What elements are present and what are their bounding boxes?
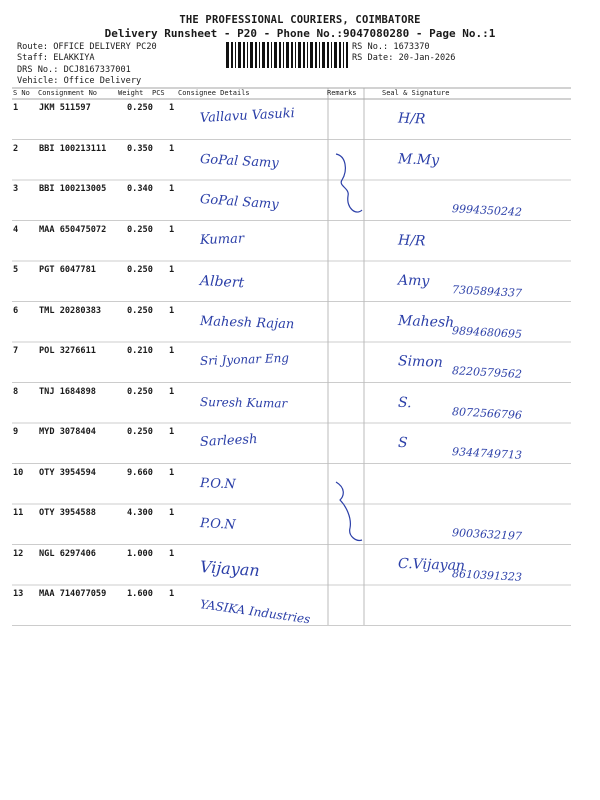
recipient-phone: 9344749713: [451, 445, 523, 462]
remarks-bracket-mark: [328, 150, 368, 220]
recipient-signature: Mahesh: [397, 312, 455, 331]
consignment-number: MYD 3078404: [39, 427, 96, 437]
consignment-number: MAA 714077059: [39, 589, 107, 599]
staff-label: Staff: ELAKKIYA: [17, 53, 95, 63]
consignee-name: GoPal Samy: [199, 151, 280, 171]
pieces-count: 1: [169, 184, 175, 194]
recipient-phone: 8072566796: [451, 404, 523, 422]
weight-value: 0.250: [127, 427, 153, 437]
consignment-number: JKM 511597: [39, 103, 91, 113]
consignee-name: Sri Jyonar Eng: [199, 350, 290, 368]
consignee-name: P.O.N: [199, 475, 236, 492]
consignment-number: BBI 100213005: [39, 184, 107, 194]
recipient-signature: C.Vijayan: [397, 555, 466, 574]
pieces-count: 1: [169, 589, 175, 599]
consignment-number: TNJ 1684898: [39, 386, 96, 397]
weight-value: 9.660: [127, 467, 153, 478]
pieces-count: 1: [169, 224, 175, 235]
recipient-phone: 8610391323: [451, 566, 523, 584]
consignment-number: PGT 6047781: [39, 265, 96, 275]
pieces-count: 1: [169, 427, 175, 437]
recipient-signature: M.My: [397, 150, 440, 169]
recipient-phone: 8220579562: [451, 364, 523, 381]
recipient-signature: H/R: [397, 232, 426, 249]
col-header-seal: Seal & Signature: [382, 89, 450, 97]
consignee-name: Vijayan: [199, 556, 261, 580]
consignment-number: OTY 3954594: [39, 467, 96, 478]
row-serial-number: 2: [13, 143, 19, 154]
company-name: THE PROFESSIONAL COURIERS, COIMBATORE: [179, 14, 421, 26]
recipient-phone: 9994350242: [451, 202, 523, 219]
consignment-number: POL 3276611: [39, 346, 96, 356]
consignee-name: GoPal Samy: [199, 192, 280, 213]
remarks-bracket-mark-2: [330, 478, 370, 548]
recipient-phone: 7305894337: [451, 283, 523, 300]
row-serial-number: 12: [13, 548, 24, 559]
pieces-count: 1: [169, 265, 175, 275]
pieces-count: 1: [169, 305, 175, 316]
consignee-name: Kumar: [199, 230, 245, 248]
consignment-number: NGL 6297406: [39, 548, 96, 559]
row-serial-number: 10: [13, 467, 24, 478]
recipient-phone: 9003632197: [451, 526, 523, 543]
weight-value: 0.250: [127, 305, 153, 316]
row-serial-number: 4: [13, 224, 19, 235]
barcode-icon: [226, 42, 348, 68]
consignment-number: OTY 3954588: [39, 508, 96, 518]
pieces-count: 1: [169, 143, 175, 154]
consignment-number: TML 20280383: [39, 305, 102, 316]
recipient-signature: Simon: [397, 353, 444, 371]
weight-value: 0.250: [127, 103, 153, 113]
row-serial-number: 1: [13, 103, 19, 113]
pieces-count: 1: [169, 346, 175, 356]
row-serial-number: 11: [13, 508, 24, 518]
row-serial-number: 13: [13, 589, 24, 599]
recipient-signature: S: [397, 434, 408, 452]
consignee-name: Albert: [199, 273, 245, 292]
row-serial-number: 7: [13, 346, 19, 356]
consignment-number: MAA 650475072: [39, 224, 107, 235]
weight-value: 0.210: [127, 346, 153, 356]
rs-number: RS No.: 1673370: [352, 42, 430, 52]
row-serial-number: 8: [13, 386, 19, 397]
row-serial-number: 9: [13, 427, 19, 437]
pieces-count: 1: [169, 508, 175, 518]
consignee-name: Suresh Kumar: [199, 394, 288, 411]
consignee-name: Sarleesh: [199, 432, 258, 450]
drs-number: DRS No.: DCJ8167337001: [17, 65, 131, 75]
consignment-number: BBI 100213111: [39, 143, 107, 154]
recipient-phone: 9894680695: [451, 323, 523, 341]
rs-date: RS Date: 20-Jan-2026: [352, 53, 456, 63]
pieces-count: 1: [169, 386, 175, 397]
weight-value: 0.250: [127, 386, 153, 397]
weight-value: 0.350: [127, 143, 153, 154]
pieces-count: 1: [169, 103, 175, 113]
consignee-name: Vallavu Vasuki: [199, 106, 296, 126]
weight-value: 4.300: [127, 508, 153, 518]
weight-value: 0.340: [127, 184, 153, 194]
row-serial-number: 3: [13, 184, 19, 194]
pieces-count: 1: [169, 548, 175, 559]
recipient-signature: S.: [397, 394, 412, 411]
recipient-signature: Amy: [397, 272, 430, 290]
vehicle-label: Vehicle: Office Delivery: [17, 76, 142, 86]
weight-value: 0.250: [127, 224, 153, 235]
col-header-weight: Weight: [118, 89, 144, 97]
col-header-consignee: Consignee Details: [178, 89, 250, 97]
pieces-count: 1: [169, 467, 175, 478]
runsheet-title: Delivery Runsheet - P20 - Phone No.:9047080280 - Page No.:1: [104, 27, 496, 40]
col-header-sno: S No: [13, 89, 30, 97]
consignee-name: P.O.N: [199, 516, 236, 533]
col-header-consignment: Consignment No: [38, 89, 98, 97]
row-serial-number: 5: [13, 265, 19, 275]
route-label: Route: OFFICE DELIVERY PC20: [17, 42, 157, 52]
consignee-name: Mahesh Rajan: [199, 313, 295, 332]
weight-value: 0.250: [127, 265, 153, 275]
col-header-remarks: Remarks: [327, 89, 357, 97]
weight-value: 1.600: [127, 589, 153, 599]
recipient-signature: H/R: [397, 110, 426, 128]
col-header-pcs: PCS: [152, 89, 165, 97]
consignee-name: YASIKA Industries: [199, 597, 312, 627]
row-serial-number: 6: [13, 305, 19, 316]
weight-value: 1.000: [127, 548, 153, 559]
